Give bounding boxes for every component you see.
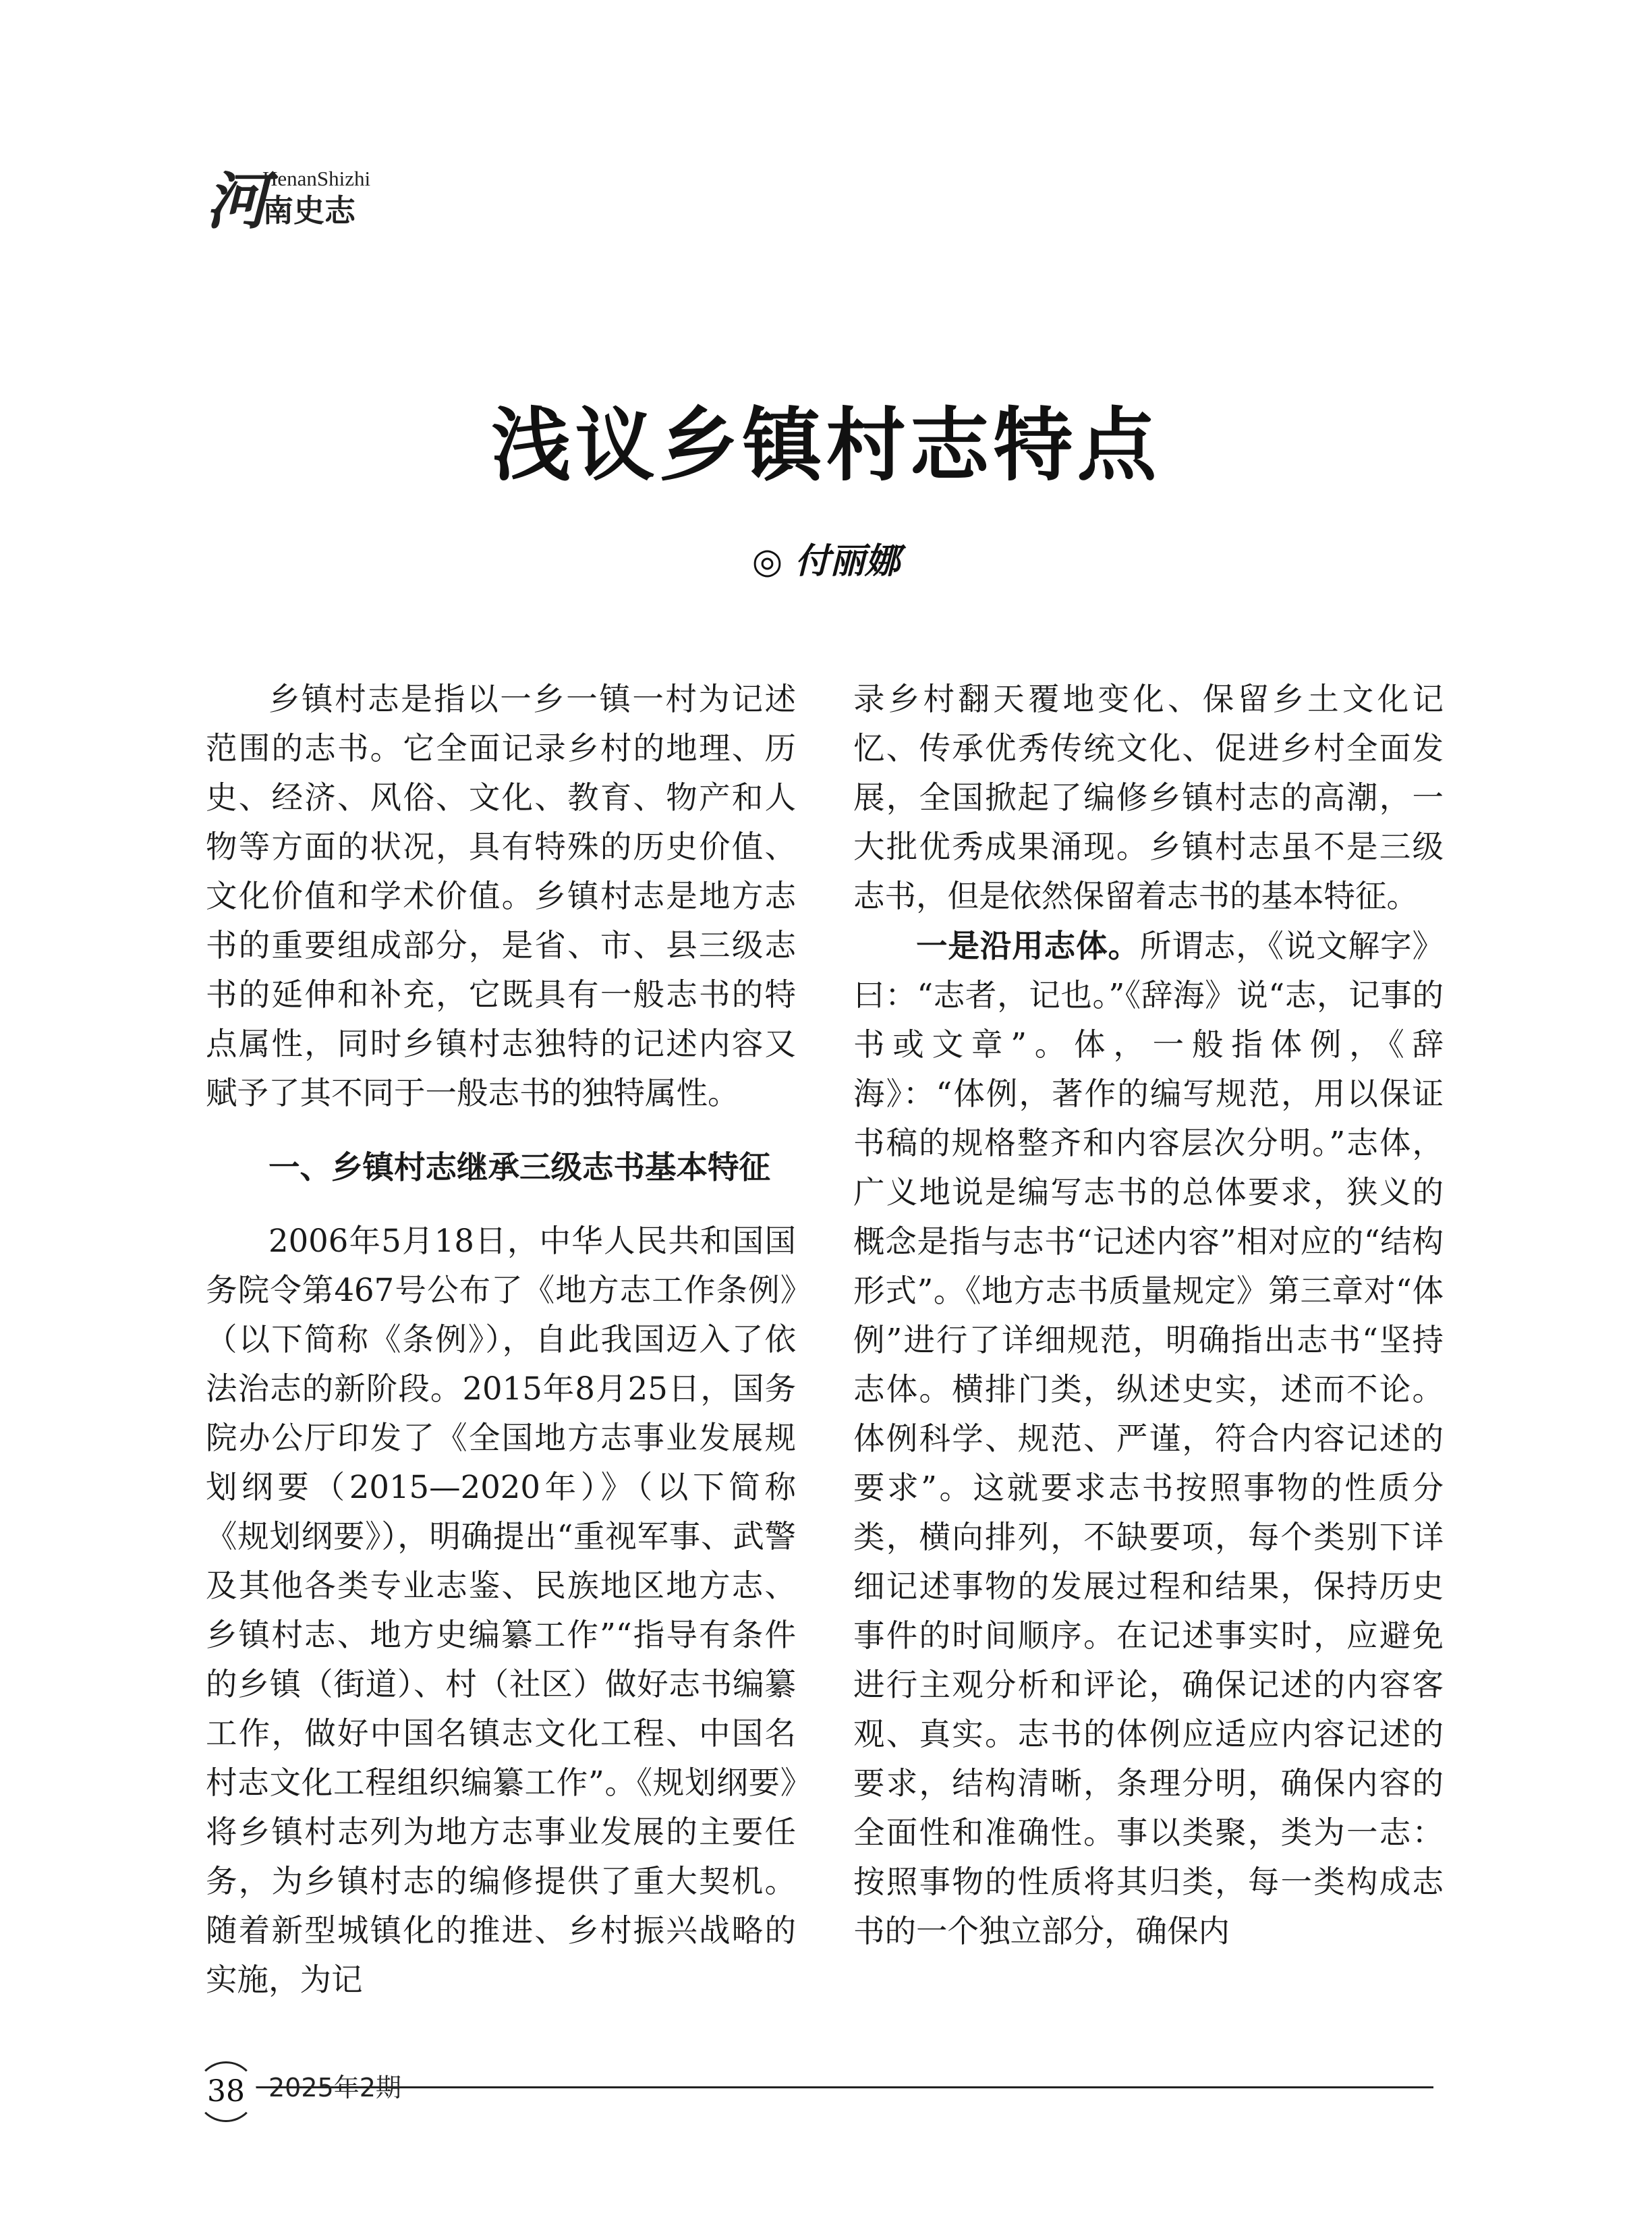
body-paragraph: 2006年5月18日，中华人民共和国国务院令第467号公布了《地方志工作条例》（以下简称《条例》），自此我国迈入了依法治志的新阶段。2015年8月25日，国务院办公厅印发了《全国地方志事业发展规划纲要（2015—2020年）》（以下简称《规划纲要》），明确提出“重视军事、武警及其他各类专业志鉴、民族地区地方志、乡镇村志、地方史编纂工作”“指导有条件的乡镇（街道）、村（社区）做好志书编纂工作，做好中国名镇志文化工程、中国名村志文化工程组织编纂工作”。《规划纲要》将乡镇村志列为地方志事业发展的主要任务，为乡镇村志的编修提供了重大契机。随着新型城镇化的推进、乡村振兴战略的实施，为记 bbox=[206, 1223, 796, 1998]
section-heading: 一、乡镇村志继承三级志书基本特征 bbox=[268, 1149, 770, 1186]
masthead-initial: 河 bbox=[206, 165, 268, 238]
right-column bbox=[853, 675, 1444, 1956]
journal-masthead bbox=[206, 161, 408, 238]
feature-lead: 一是沿用志体。 bbox=[916, 927, 1140, 964]
body-paragraph-feature-one bbox=[853, 921, 1444, 1956]
left-column bbox=[206, 675, 796, 2005]
issue-label: 2025年2期 bbox=[268, 2073, 401, 2103]
intro-paragraph: 乡镇村志是指以一乡一镇一村为记述范围的志书。它全面记录乡村的地理、历史、经济、风俗、文化、教育、物产和人物等方面的状况，具有特殊的历史价值、文化价值和学术价值。乡镇村志是地方志书的重要组成部分，是省、市、县三级志书的延伸和补充，它既具有一般志书的特点属性，同时乡镇村志独特的记述内容又赋予了其不同于一般志书的独特属性。 bbox=[206, 681, 796, 1111]
masthead-chinese: 南史志 bbox=[262, 192, 355, 229]
feature-text: 所谓志，《说文解字》曰：“志者，记也。”《辞海》说“志，记事的书或文章”。体，一般指体例，《辞海》：“体例，著作的编写规范，用以保证书稿的规格整齐和内容层次分明。”志体，广义地说是编写志书的总体要求，狭义的概念是指与志书“记述内容”相对应的“结构形式”。《地方志书质量规定》第三章对“体例”进行了详细规范，明确指出志书“坚持志体。横排门类，纵述史实，述而不论。体例科学、规范、严谨，符合内容记述的要求”。这就要求志书按照事物的性质分类，横向排列，不缺要项，每个类别下详细记述事物的发展过程和结果，保持历史事件的时间顺序。在记述事实时，应避免进行主观分析和评论，确保记述的内容客观、真实。志书的体例应适应内容记述的要求，结构清晰，条理分明，确保内容的全面性和准确性。事以类聚，类为一志：按照事物的性质将其归类，每一类构成志书的一个独立部分，确保内 bbox=[853, 928, 1444, 1949]
masthead-english: HenanShizhi bbox=[262, 167, 371, 190]
article-author: ◎ 付丽娜 bbox=[751, 540, 901, 582]
continued-paragraph: 录乡村翻天覆地变化、保留乡土文化记忆、传承优秀传统文化、促进乡村全面发展，全国掀起了编修乡镇村志的高潮，一大批优秀成果涌现。乡镇村志虽不是三级志书，但是依然保留着志书的基本特征。 bbox=[853, 681, 1444, 914]
article-title: 浅议乡镇村志特点 bbox=[491, 398, 1161, 492]
page-number: 38 bbox=[196, 2061, 256, 2122]
